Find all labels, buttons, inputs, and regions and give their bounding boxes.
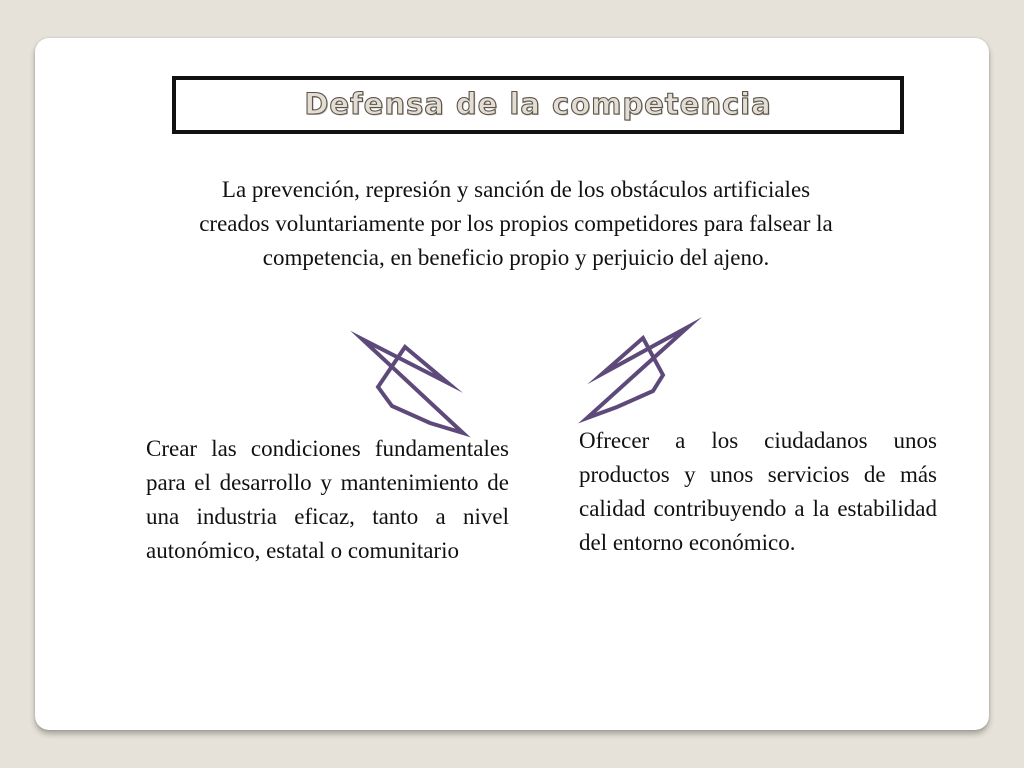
slide-title: Defensa de la competencia bbox=[304, 87, 772, 121]
left-objective-text: Crear las condiciones fundamentales para el desarrollo y mantenimiento de una industria eficaz, tanto a nivel autonómico, estatal o comunitario bbox=[146, 436, 509, 563]
definition-text: La prevención, represión y sanción de los obstáculos artificiales creados voluntariamente por los propios competidores para falsear la competencia, en beneficio propio y perjuicio del ajeno. bbox=[199, 177, 833, 270]
arrow-down-left-icon bbox=[587, 327, 688, 418]
arrow-down-right-icon bbox=[362, 339, 463, 433]
right-objective-text: Ofrecer a los ciudadanos unos productos y unos servicios de más calidad contribuyendo a la estabilidad del entorno económico. bbox=[579, 428, 937, 555]
